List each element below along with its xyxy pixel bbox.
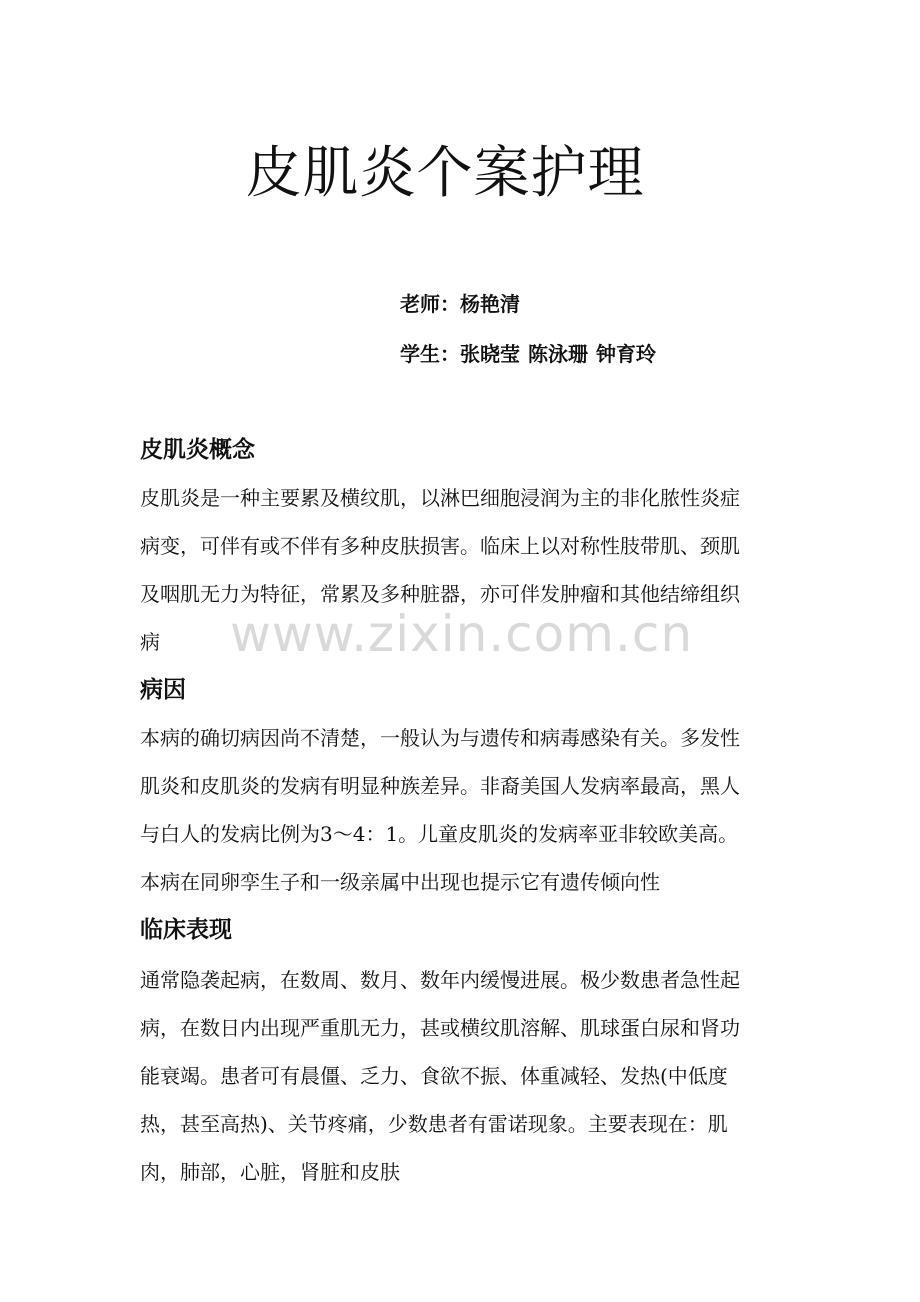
paragraph-line: 肉，肺部，心脏，肾脏和皮肤 — [140, 1160, 400, 1184]
section-body-etiology — [140, 714, 800, 906]
paragraph-line: 与白人的发病比例为3～4：1。儿童皮肌炎的发病率亚非较欧美高。 — [140, 822, 739, 846]
paragraph-line: 本病在同卵孪生子和一级亲属中出现也提示它有遗传倾向性 — [140, 870, 660, 894]
paragraph-line: 病变，可伴有或不伴有多种皮肤损害。临床上以对称性肢带肌、颈肌 — [140, 534, 740, 558]
paragraph-line: 本病的确切病因尚不清楚，一般认为与遗传和病毒感染有关。多发性 — [140, 726, 740, 750]
paragraph-line: 热，甚至高热)、关节疼痛，少数患者有雷诺现象。主要表现在：肌 — [140, 1112, 728, 1136]
paragraph-line: 病，在数日内出现严重肌无力，甚或横纹肌溶解、肌球蛋白尿和肾功 — [140, 1016, 740, 1040]
teacher-label: 老师： — [400, 292, 460, 316]
student-name: 陈泳珊 — [528, 342, 588, 366]
paragraph-line: 病 — [140, 630, 160, 654]
paragraph-line: 皮肌炎是一种主要累及横纹肌，以淋巴细胞浸润为主的非化脓性炎症 — [140, 486, 740, 510]
watermark: www.zixin.com.cn — [230, 605, 694, 663]
document-title: 皮肌炎个案护理 — [245, 141, 645, 206]
section-body-concept — [140, 474, 800, 666]
students-line — [400, 340, 656, 368]
student-name: 钟育玲 — [596, 342, 656, 366]
paragraph-line: 通常隐袭起病，在数周、数月、数年内缓慢进展。极少数患者急性起 — [140, 968, 740, 992]
section-heading-clinical: 临床表现 — [140, 917, 232, 943]
paragraph-line: 及咽肌无力为特征，常累及多种脏器，亦可伴发肿瘤和其他结缔组织 — [140, 582, 740, 606]
paragraph-line: 能衰竭。患者可有晨僵、乏力、食欲不振、体重减轻、发热(中低度 — [140, 1064, 728, 1088]
student-name: 张晓莹 — [460, 342, 520, 366]
paragraph-line: 肌炎和皮肌炎的发病有明显种族差异。非裔美国人发病率最高，黑人 — [140, 774, 740, 798]
teacher-name: 杨艳清 — [460, 292, 520, 316]
section-heading-etiology: 病因 — [140, 677, 186, 703]
section-body-clinical — [140, 956, 800, 1196]
section-heading-concept: 皮肌炎概念 — [140, 437, 255, 463]
students-label: 学生： — [400, 342, 460, 366]
teacher-line — [400, 290, 520, 318]
